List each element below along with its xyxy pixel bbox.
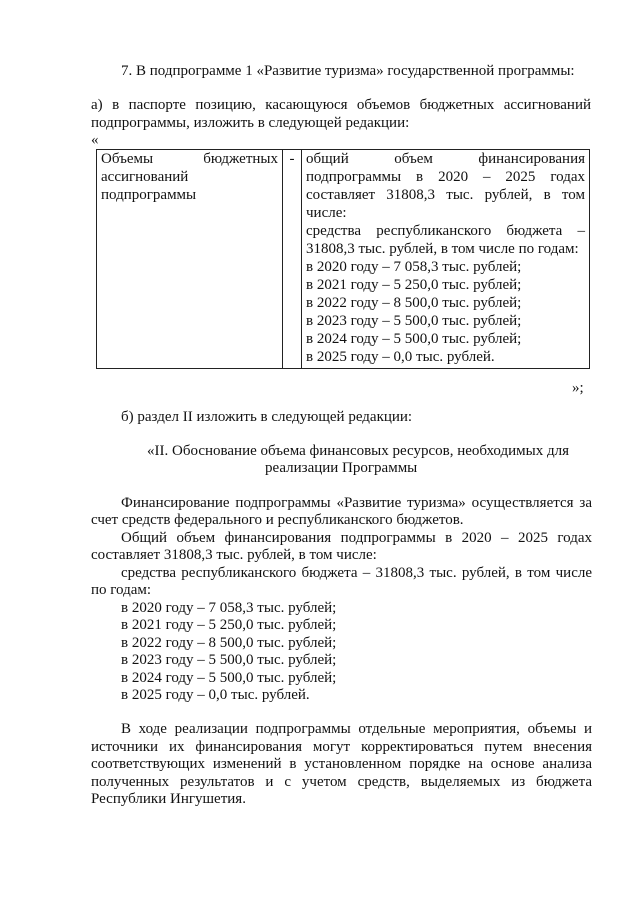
close-quote: »; xyxy=(572,380,584,396)
section-7-title: 7. В подпрограмме 1 «Развитие туризма» государственной программы: xyxy=(121,63,575,79)
budget-year-2020: в 2020 году – 7 058,3 тыс. рублей; xyxy=(306,259,522,275)
para1-line2: счет средств федерального и республиканского бюджетов. xyxy=(91,512,464,528)
item-b: б) раздел II изложить в следующей редакции: xyxy=(121,409,413,425)
dash-cell xyxy=(283,150,302,369)
para1-line4: составляет 31808,3 тыс. рублей, в том числе: xyxy=(91,547,377,563)
year-2024: в 2024 году – 5 500,0 тыс. рублей; xyxy=(121,670,337,686)
budget-label-line3: подпрограммы xyxy=(101,187,197,203)
para2-line3: соответствующих изменений в установленном порядке на основе анализа xyxy=(91,756,592,772)
year-2021: в 2021 году – 5 250,0 тыс. рублей; xyxy=(121,617,337,633)
budget-value-line6: 31808,3 тыс. рублей, в том числе по годам: xyxy=(306,241,579,257)
table-row xyxy=(97,150,590,369)
dash-mark: - xyxy=(289,151,295,167)
budget-value-line1: общий объем финансирования xyxy=(306,151,585,167)
budget-year-2025: в 2025 году – 0,0 тыс. рублей. xyxy=(306,349,495,365)
para1-line6: по годам: xyxy=(91,582,152,598)
para2-line2: источники их финансирования могут корректироваться путем внесения xyxy=(91,739,592,755)
budget-label-cell xyxy=(97,150,283,369)
year-2023: в 2023 году – 5 500,0 тыс. рублей; xyxy=(121,652,337,668)
para2-line4: полученных результатов и с учетом средств, выделяемых из бюджета xyxy=(91,774,592,790)
para1-line3: Общий объем финансирования подпрограммы в 2020 – 2025 годах xyxy=(121,530,592,546)
budget-value-line5: средства республиканского бюджета – xyxy=(306,223,585,239)
item-a-line2: подпрограммы, изложить в следующей редакции: xyxy=(91,115,410,131)
budget-year-2022: в 2022 году – 8 500,0 тыс. рублей; xyxy=(306,295,522,311)
budget-year-2021: в 2021 году – 5 250,0 тыс. рублей; xyxy=(306,277,522,293)
budget-table xyxy=(96,149,590,369)
section-heading-line1: «II. Обоснование объема финансовых ресурсов, необходимых для xyxy=(147,443,569,459)
budget-label-line2: ассигнований xyxy=(101,169,189,185)
budget-value-line4: числе: xyxy=(306,205,347,221)
budget-year-2023: в 2023 году – 5 500,0 тыс. рублей; xyxy=(306,313,522,329)
budget-label-line1: Объемы бюджетных xyxy=(101,151,278,167)
year-2020: в 2020 году – 7 058,3 тыс. рублей; xyxy=(121,600,337,616)
year-2022: в 2022 году – 8 500,0 тыс. рублей; xyxy=(121,635,337,651)
year-2025: в 2025 году – 0,0 тыс. рублей. xyxy=(121,687,310,703)
para2-line1: В ходе реализации подпрограммы отдельные мероприятия, объемы и xyxy=(121,721,592,737)
para2-line5: Республики Ингушетия. xyxy=(91,791,246,807)
budget-year-2024: в 2024 году – 5 500,0 тыс. рублей; xyxy=(306,331,522,347)
item-a-line1: а) в паспорте позицию, касающуюся объемов бюджетных ассигнований xyxy=(91,97,591,113)
budget-value-cell xyxy=(302,150,590,369)
para1-line1: Финансирование подпрограммы «Развитие туризма» осуществляется за xyxy=(121,495,592,511)
budget-value-line3: составляет 31808,3 тыс. рублей, в том xyxy=(306,187,585,203)
budget-value-line2: подпрограммы в 2020 – 2025 годах xyxy=(306,169,585,185)
open-quote: « xyxy=(91,132,99,148)
section-heading-line2: реализации Программы xyxy=(265,460,418,476)
para1-line5: средства республиканского бюджета – 31808,3 тыс. рублей, в том числе xyxy=(121,565,592,581)
